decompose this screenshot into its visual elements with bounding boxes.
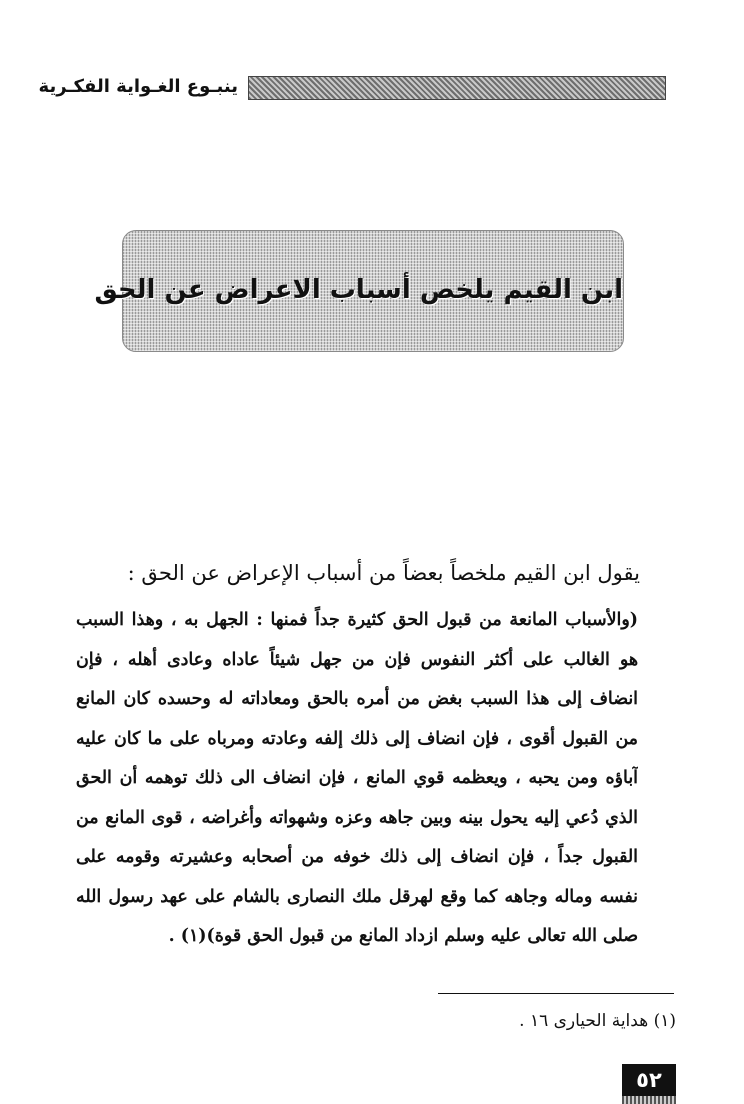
page-number: ٥٢ [622, 1064, 676, 1096]
section-title-box [94, 230, 624, 352]
quote-paragraph [76, 601, 638, 957]
paragraph-line: هو الغالب على أكثر النفوس فإن من جهل شيئاً عاداه وعادى أهله ، فإن [76, 649, 638, 670]
paragraph-line: صلى الله تعالى عليه وسلم ازداد المانع من قبول الحق قوة)(١) . [168, 926, 638, 946]
paragraph-line: آباؤه ومن يحبه ، ويعظمه قوي المانع ، فإن انضاف الى ذلك توهمه أن الحق [76, 768, 638, 788]
intro-line: يقول ابن القيم ملخصاً بعضاً من أسباب الإعراض عن الحق : [127, 561, 640, 585]
paragraph-line: من القبول أقوى ، فإن انضاف إلى ذلك إلفه وعادته ومرباه على ما كان عليه [76, 728, 638, 749]
page-number-strip [622, 1096, 676, 1104]
paragraph-line: الذي دُعي إليه يحول بينه وبين جاهه وعزه وشهواته وأغراضه ، قوى المانع من [76, 807, 638, 828]
running-header-title: ينبـوع الغـواية الفكـرية [38, 76, 238, 97]
section-title: ابن القيم يلخص أسباب الاعراض عن الحق [94, 275, 623, 305]
paragraph-line: انضاف إلى هذا السبب بغض من أمره بالحق ومعاداته له وحسده كان المانع [76, 689, 638, 709]
header-decorative-bar [248, 76, 666, 100]
footnote-divider [438, 993, 674, 994]
paragraph-line: القبول جداً ، فإن انضاف إلى ذلك خوفه من أصحابه وعشيرته وقومه على [76, 847, 638, 867]
footnote: (١) هداية الحيارى ١٦ . [519, 1011, 676, 1031]
paragraph-line: نفسه وماله وجاهه كما وقع لهرقل ملك النصارى بالشام على عهد رسول الله [76, 886, 638, 907]
paragraph-line: (والأسباب المانعة من قبول الحق كثيرة جداً فمنها : الجهل به ، وهذا السبب [76, 610, 638, 630]
